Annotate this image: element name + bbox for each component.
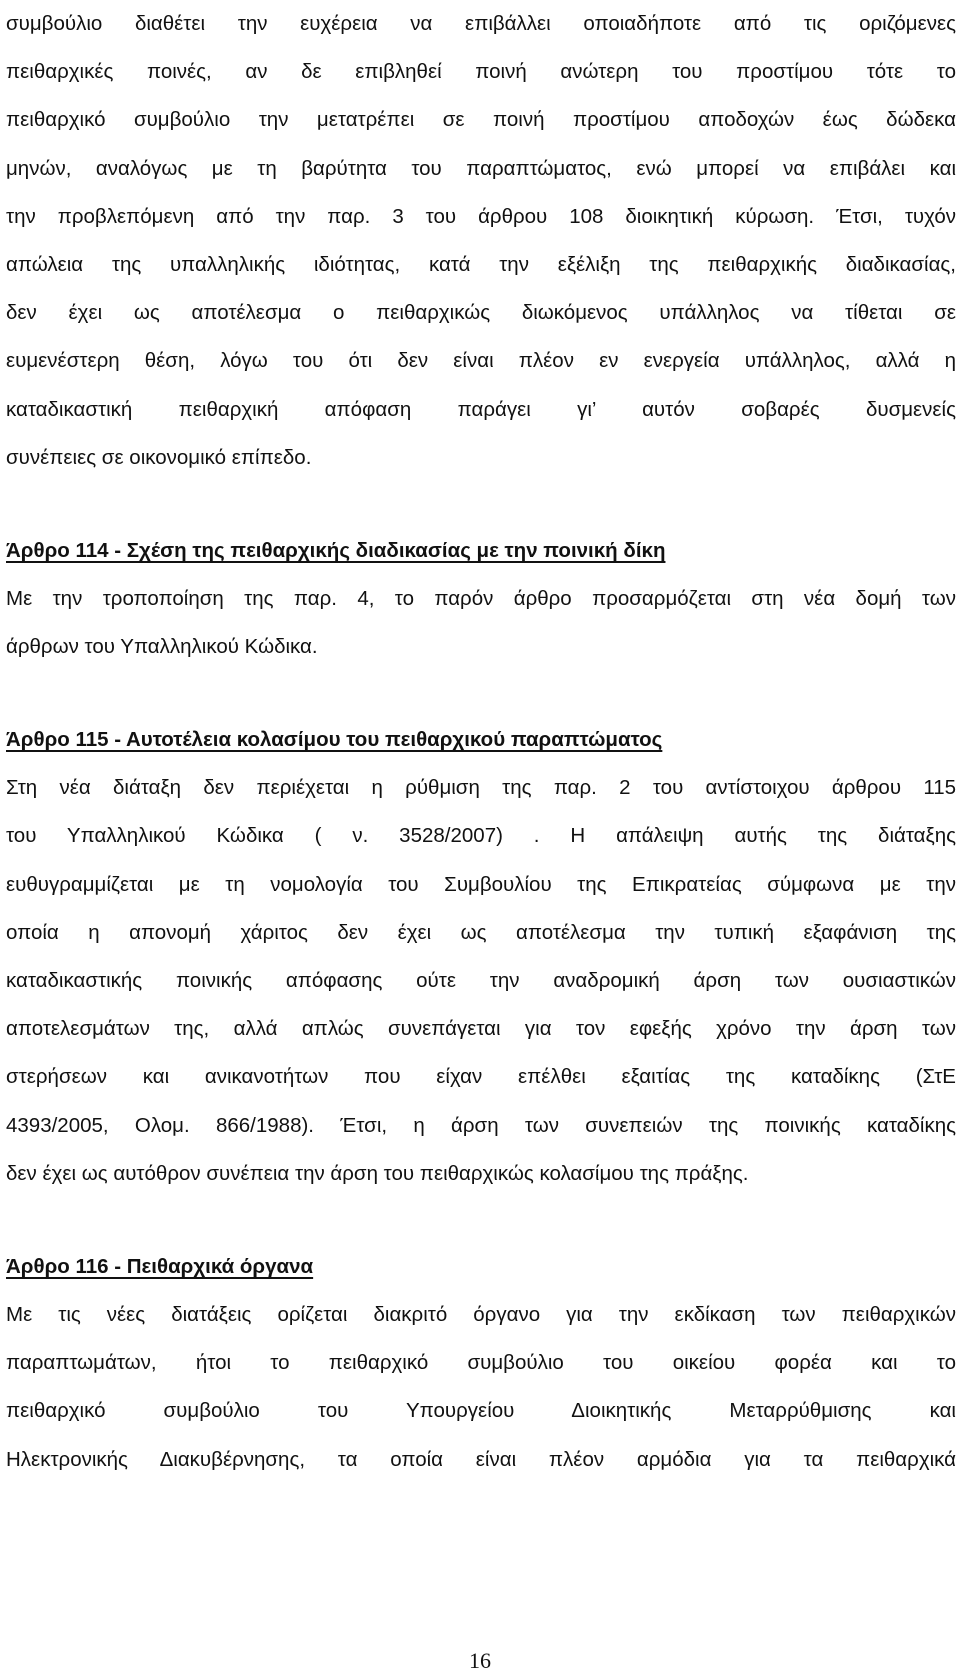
text-line: άρθρων του Υπαλληλικού Κώδικα. (6, 635, 318, 659)
intro-paragraph (6, 0, 956, 482)
article-115 (6, 716, 956, 1198)
text-line: συμβούλιο διαθέτει την ευχέρεια να επιβάλλει οποιαδήποτε από τις οριζόμενες (6, 12, 956, 35)
text-line: Με την τροποποίηση της παρ. 4, το παρόν άρθρο προσαρμόζεται στη νέα δομή των (6, 586, 956, 610)
text-line: πειθαρχικές ποινές, αν δε επιβληθεί ποινή ανώτερη του προστίμου τότε το (6, 60, 956, 84)
text-line: μηνών, αναλόγως με τη βαρύτητα του παραπτώματος, ενώ μπορεί να επιβάλει και (6, 156, 956, 180)
text-line: 4393/2005, Ολομ. 866/1988). Έτσι, η άρση των συνεπειών της ποινικής καταδίκης (6, 1113, 956, 1137)
text-line: ευθυγραμμίζεται με τη νομολογία του Συμβουλίου της Επικρατείας σύμφωνα με την (6, 872, 956, 896)
text-line: στερήσεων και ανικανοτήτων που είχαν επέλθει εξαιτίας της καταδίκης (ΣτΕ (6, 1065, 956, 1089)
document-body (6, 0, 956, 1484)
article-116 (6, 1243, 956, 1484)
text-line: καταδικαστική πειθαρχική απόφαση παράγει γι’ αυτόν σοβαρές δυσμενείς (6, 397, 956, 421)
text-line: Με τις νέες διατάξεις ορίζεται διακριτό όργανο για την εκδίκαση των πειθαρχικών (6, 1302, 956, 1326)
text-line: του Υπαλληλικού Κώδικα ( ν. 3528/2007) . Η απάλειψη αυτής της διάταξης (6, 824, 956, 848)
text-line: απώλεια της υπαλληλικής ιδιότητας, κατά την εξέλιξη της πειθαρχικής διαδικασίας, (6, 252, 956, 276)
text-line: Στη νέα διάταξη δεν περιέχεται η ρύθμιση της παρ. 2 του αντίστοιχου άρθρου 115 (6, 776, 956, 800)
text-line: δεν έχει ως αποτέλεσμα ο πειθαρχικώς διωκόμενος υπάλληλος να τίθεται σε (6, 301, 956, 325)
section-spacer (6, 671, 956, 716)
text-line: Ηλεκτρονικής Διακυβέρνησης, τα οποία είναι πλέον αρμόδια για τα πειθαρχικά (6, 1447, 956, 1471)
text-line: συνέπειες σε οικονομικό επίπεδο. (6, 445, 312, 469)
text-line: πειθαρχικό συμβούλιο του Υπουργείου Διοικητικής Μεταρρύθμισης και (6, 1399, 956, 1423)
article-114 (6, 527, 956, 671)
section-spacer (6, 1198, 956, 1243)
text-line: την προβλεπόμενη από την παρ. 3 του άρθρου 108 διοικητική κύρωση. Έτσι, τυχόν (6, 204, 956, 228)
text-line: αποτελεσμάτων της, αλλά απλώς συνεπάγεται για τον εφεξής χρόνο την άρση των (6, 1017, 956, 1041)
article-heading: Άρθρο 114 - Σχέση της πειθαρχικής διαδικασίας με την ποινική δίκη (6, 538, 666, 562)
text-line: καταδικαστικής ποινικής απόφασης ούτε την αναδρομική άρση των ουσιαστικών (6, 969, 956, 992)
text-line: πειθαρχικό συμβούλιο την μετατρέπει σε ποινή προστίμου αποδοχών έως δώδεκα (6, 108, 956, 132)
page-number: 16 (469, 1648, 491, 1673)
text-line: οποία η απονομή χάριτος δεν έχει ως αποτέλεσμα την τυπική εξαφάνιση της (6, 920, 956, 944)
section-spacer (6, 482, 956, 527)
text-line: παραπτωμάτων, ήτοι το πειθαρχικό συμβούλιο του οικείου φορέα και το (6, 1351, 956, 1375)
article-heading: Άρθρο 115 - Αυτοτέλεια κολασίμου του πειθαρχικού παραπτώματος (6, 728, 663, 752)
text-line: ευμενέστερη θέση, λόγω του ότι δεν είναι πλέον εν ενεργεία υπάλληλος, αλλά η (6, 349, 956, 373)
text-line: δεν έχει ως αυτόθρον συνέπεια την άρση του πειθαρχικώς κολασίμου της πράξης. (6, 1161, 749, 1185)
article-heading: Άρθρο 116 - Πειθαρχικά όργανα (6, 1254, 314, 1278)
